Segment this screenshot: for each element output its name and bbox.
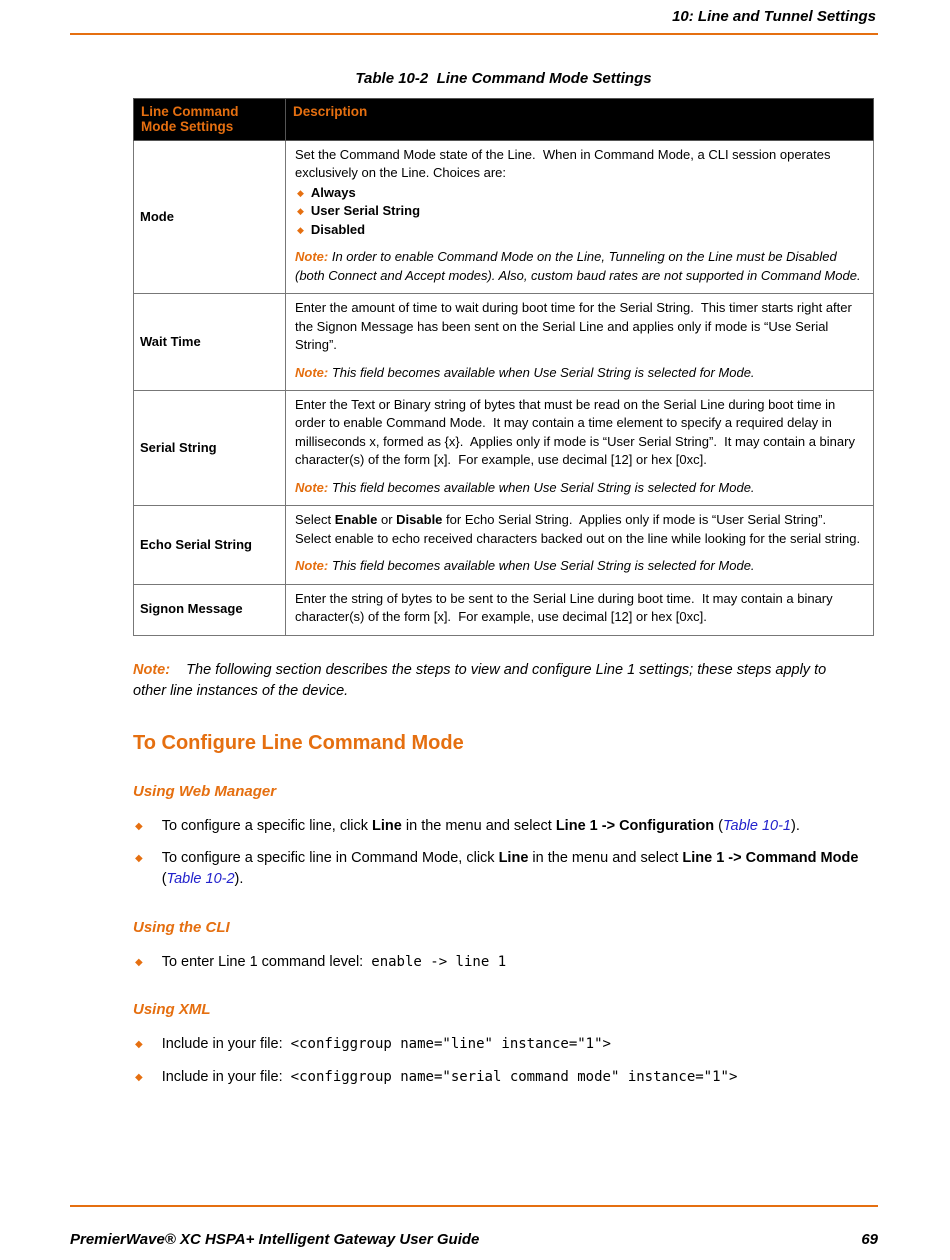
subsection-heading: Using the CLI [133, 918, 230, 936]
note [295, 479, 864, 497]
column-header-settings: Line Command Mode Settings [134, 99, 286, 141]
text-segment: Enable [334, 512, 378, 528]
table-header-row [134, 99, 874, 141]
setting-name: Mode [134, 141, 286, 294]
diamond-bullet-icon: ◆ [135, 820, 143, 832]
paragraph [295, 146, 864, 183]
bullet-item [135, 1034, 874, 1055]
note-paragraph [133, 660, 833, 702]
text-segment: <configgroup name="line" instance="1"> [290, 1036, 611, 1053]
text-segment: Select [295, 512, 335, 528]
header-rule [70, 33, 878, 35]
text-segment: in the menu and select [401, 817, 556, 834]
diamond-bullet-icon: ◆ [135, 1039, 143, 1051]
text-segment: Include in your file: [161, 1036, 291, 1053]
text-segment: Enter the Text or Binary string of bytes that must be read on the Serial Line during boot time in order to enable Command Mode. It may contain a time element to specify a required delay in milliseconds x, formed as {x}. Applies only if mode is “User Serial String”. It may contain a binary character(s) of the form [x]. For example, use decimal [12] or hex [0xc]. [295, 396, 855, 468]
text-segment: This field becomes available when Use Serial String is selected for Mode. [328, 364, 755, 380]
paragraph [295, 396, 864, 470]
bullet-item [297, 184, 864, 202]
text-segment: Enter the amount of time to wait during boot time for the Serial String. This timer starts right after the Signon Message has been sent on the Serial Line and applies only if mode is “Use Serial String”. [295, 300, 852, 353]
note [295, 364, 864, 382]
footer-rule [70, 1205, 878, 1207]
setting-description [286, 584, 874, 635]
main-content [133, 70, 874, 1099]
bullet-item [297, 221, 864, 239]
text-segment: for Echo Serial String. Applies only if mode is “User Serial String”. Select enable to echo received characters backed out on the line while looking for the serial string. [295, 512, 861, 546]
text-segment: Disable [396, 512, 443, 528]
text-segment: ( [714, 817, 723, 834]
footer-title: PremierWave® XC HSPA+ Intelligent Gateway User Guide [70, 1231, 480, 1248]
setting-description [286, 294, 874, 391]
text-segment: To configure a specific line, click [161, 817, 373, 834]
paragraph [295, 511, 864, 548]
setting-description [286, 506, 874, 584]
bullet-item [135, 816, 874, 837]
text-segment: Include in your file: [161, 1068, 291, 1085]
table-row [134, 390, 874, 505]
setting-description [286, 141, 874, 294]
table-row [134, 584, 874, 635]
setting-name: Signon Message [134, 584, 286, 635]
text-segment: In order to enable Command Mode on the Line, Tunneling on the Line must be Disabled (both Connect and Accept modes). Also, custom baud rates are not supported in Command Mode. [295, 249, 861, 283]
text-segment: Note: [133, 661, 171, 678]
subsection-heading: Using XML [133, 1001, 211, 1019]
text-segment: Note: [295, 479, 329, 495]
chapter-header: 10: Line and Tunnel Settings [672, 8, 876, 25]
diamond-bullet-icon: ◆ [297, 187, 304, 198]
diamond-bullet-icon: ◆ [135, 956, 143, 968]
text-segment: Line 1 -> Command Mode [682, 850, 859, 866]
paragraph [295, 590, 864, 627]
column-header-description: Description [286, 99, 874, 141]
page-footer [70, 1231, 878, 1248]
diamond-bullet-icon: ◆ [297, 206, 304, 217]
text-segment: ). [790, 817, 800, 834]
text-segment: Line [372, 817, 402, 834]
diamond-bullet-icon: ◆ [297, 224, 304, 235]
section-heading: To Configure Line Command Mode [133, 731, 464, 754]
text-segment: in the menu and select [528, 850, 683, 866]
table-row [134, 294, 874, 391]
diamond-bullet-icon: ◆ [135, 1071, 143, 1083]
note [295, 557, 864, 575]
note [295, 248, 864, 285]
text-segment: ). [234, 871, 244, 888]
text-segment: <configgroup name="serial command mode" instance="1"> [290, 1068, 738, 1085]
paragraph [295, 299, 864, 354]
setting-description [286, 390, 874, 505]
text-segment: Note: [295, 558, 329, 574]
text-segment: or [377, 512, 397, 528]
setting-name: Echo Serial String [134, 506, 286, 584]
text-segment: Line [498, 850, 529, 866]
table-row [134, 141, 874, 294]
text-segment: To enter Line 1 command level: [161, 953, 372, 970]
cross-reference-link[interactable]: Table 10-1 [722, 817, 791, 834]
text-segment: Enter the string of bytes to be sent to the Serial Line during boot time. It may contain a binary character(s) of the form [x]. For example, use decimal [12] or hex [0xc]. [295, 590, 833, 625]
text-segment: ( [161, 871, 167, 888]
text-segment: Line 1 -> Configuration [555, 817, 715, 834]
cross-reference-link[interactable]: Table 10-2 [166, 871, 235, 888]
setting-name: Serial String [134, 390, 286, 505]
bullet-item [297, 202, 864, 220]
setting-name: Wait Time [134, 294, 286, 391]
text-segment: Note: [295, 249, 329, 265]
subsection-heading: Using Web Manager [133, 782, 277, 800]
bullet-list [297, 184, 864, 239]
text-segment: User Serial String [310, 203, 421, 219]
settings-table [133, 98, 874, 636]
footer-page-number: 69 [861, 1231, 878, 1248]
bullet-item [135, 952, 874, 973]
text-segment: This field becomes available when Use Serial String is selected for Mode. [328, 558, 755, 574]
diamond-bullet-icon: ◆ [135, 853, 143, 864]
settings-table-body [134, 141, 874, 636]
bullet-item [135, 848, 874, 891]
table-title: Table 10-2 Line Command Mode Settings [355, 70, 652, 87]
text-segment: enable -> line 1 [371, 953, 507, 970]
text-segment: This field becomes available when Use Serial String is selected for Mode. [328, 479, 755, 495]
text-segment: Note: [295, 364, 329, 380]
text-segment: The following section describes the steps to view and configure Line 1 settings; these steps apply to other line instances of the device. [133, 661, 827, 699]
table-row [134, 506, 874, 584]
text-segment: Always [310, 184, 356, 200]
text-segment: Set the Command Mode state of the Line. When in Command Mode, a CLI session operates exclusively on the Line. Choices are: [295, 147, 831, 181]
page-content [133, 660, 874, 1089]
bullet-item [135, 1067, 874, 1088]
text-segment: Disabled [310, 221, 366, 237]
text-segment: To configure a specific line in Command Mode, click [161, 850, 499, 866]
